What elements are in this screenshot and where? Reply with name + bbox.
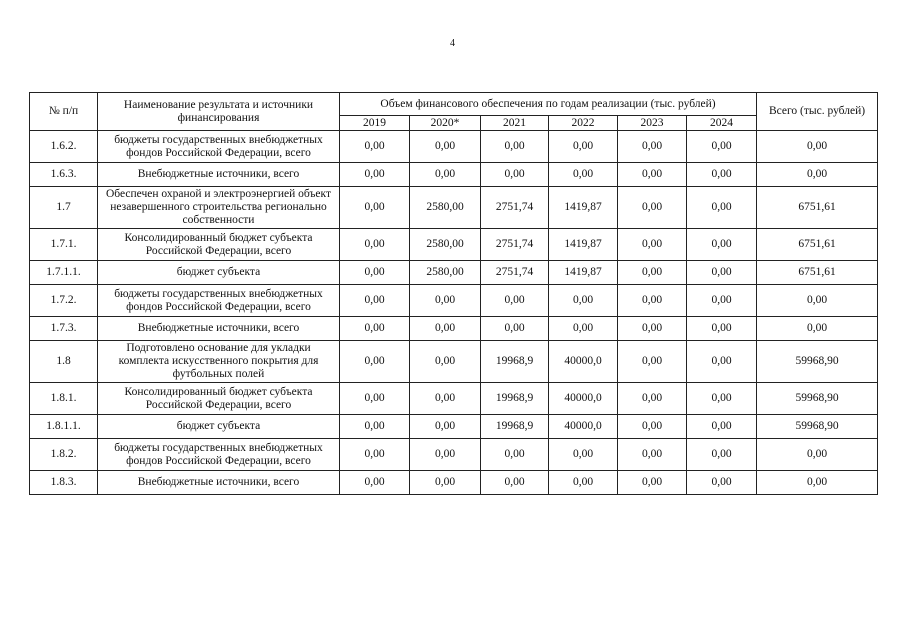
row-value: 0,00: [618, 317, 687, 341]
table-row: [30, 317, 878, 341]
row-value: 0,00: [410, 163, 481, 187]
row-value: 2751,74: [481, 187, 549, 229]
row-value: 0,00: [687, 341, 757, 383]
row-value: 0,00: [687, 383, 757, 415]
row-value: 0,00: [410, 341, 481, 383]
row-value: 0,00: [340, 383, 410, 415]
table-row: [30, 187, 878, 229]
row-value: 40000,0: [549, 383, 618, 415]
row-value: 0,00: [618, 341, 687, 383]
row-name: бюджет субъекта: [98, 261, 340, 285]
row-name: Консолидированный бюджет субъекта Российской Федерации, всего: [98, 383, 340, 415]
row-value: 0,00: [481, 285, 549, 317]
table-row: [30, 341, 878, 383]
table-row: [30, 415, 878, 439]
row-value: 0,00: [687, 285, 757, 317]
row-value: 19968,9: [481, 341, 549, 383]
header-name: Наименование результата и источники финансирования: [98, 93, 340, 131]
row-number: 1.7.1.1.: [30, 261, 98, 285]
header-year: 2019: [340, 116, 410, 131]
row-value: 1419,87: [549, 229, 618, 261]
row-value: 0,00: [618, 131, 687, 163]
row-number: 1.7.1.: [30, 229, 98, 261]
row-value: 0,00: [410, 471, 481, 495]
row-value: 0,00: [618, 261, 687, 285]
row-value: 0,00: [340, 187, 410, 229]
table-row: [30, 439, 878, 471]
table-row: [30, 229, 878, 261]
row-number: 1.7.2.: [30, 285, 98, 317]
row-value: 0,00: [687, 229, 757, 261]
row-number: 1.6.3.: [30, 163, 98, 187]
row-value: 0,00: [410, 383, 481, 415]
row-value: 0,00: [618, 229, 687, 261]
financing-table: [29, 92, 878, 495]
row-value: 0,00: [410, 415, 481, 439]
row-value: 0,00: [687, 317, 757, 341]
table-row: [30, 383, 878, 415]
row-value: 0,00: [618, 163, 687, 187]
row-value: 40000,0: [549, 341, 618, 383]
row-value: 0,00: [340, 341, 410, 383]
row-total: 0,00: [757, 285, 878, 317]
row-value: 0,00: [340, 439, 410, 471]
table-header: [30, 93, 878, 131]
row-name: Внебюджетные источники, всего: [98, 163, 340, 187]
row-value: 0,00: [687, 187, 757, 229]
row-name: бюджеты государственных внебюджетных фондов Российской Федерации, всего: [98, 439, 340, 471]
row-value: 0,00: [410, 285, 481, 317]
row-total: 0,00: [757, 439, 878, 471]
row-value: 0,00: [481, 471, 549, 495]
row-value: 2751,74: [481, 261, 549, 285]
row-value: 0,00: [618, 415, 687, 439]
header-total: Всего (тыс. рублей): [757, 93, 878, 131]
row-total: 0,00: [757, 471, 878, 495]
row-value: 0,00: [481, 317, 549, 341]
table-row: [30, 261, 878, 285]
row-number: 1.8.2.: [30, 439, 98, 471]
header-year: 2021: [481, 116, 549, 131]
row-total: 59968,90: [757, 341, 878, 383]
header-volume: Объем финансового обеспечения по годам реализации (тыс. рублей): [340, 93, 757, 116]
row-value: 2580,00: [410, 261, 481, 285]
table-row: [30, 131, 878, 163]
page-number: 4: [450, 38, 455, 49]
row-value: 0,00: [549, 285, 618, 317]
row-value: 40000,0: [549, 415, 618, 439]
row-value: 0,00: [410, 317, 481, 341]
row-total: 6751,61: [757, 229, 878, 261]
row-name: Внебюджетные источники, всего: [98, 317, 340, 341]
row-value: 0,00: [549, 439, 618, 471]
row-value: 1419,87: [549, 187, 618, 229]
row-name: Подготовлено основание для укладки комплекта искусственного покрытия для футбольных полей: [98, 341, 340, 383]
row-value: 0,00: [687, 471, 757, 495]
header-year: 2020*: [410, 116, 481, 131]
row-value: 0,00: [340, 317, 410, 341]
row-total: 59968,90: [757, 383, 878, 415]
table-row: [30, 471, 878, 495]
row-value: 0,00: [618, 187, 687, 229]
row-value: 0,00: [687, 261, 757, 285]
row-name: бюджеты государственных внебюджетных фондов Российской Федерации, всего: [98, 285, 340, 317]
row-total: 0,00: [757, 317, 878, 341]
row-value: 0,00: [481, 163, 549, 187]
row-total: 0,00: [757, 131, 878, 163]
row-name: Обеспечен охраной и электроэнергией объект незавершенного строительства регионально собственности: [98, 187, 340, 229]
row-value: 2580,00: [410, 229, 481, 261]
header-year: 2022: [549, 116, 618, 131]
row-name: бюджет субъекта: [98, 415, 340, 439]
row-value: 0,00: [618, 439, 687, 471]
table-body: [30, 131, 878, 495]
row-value: 0,00: [481, 131, 549, 163]
row-value: 0,00: [481, 439, 549, 471]
row-value: 0,00: [340, 229, 410, 261]
row-value: 0,00: [340, 415, 410, 439]
row-total: 6751,61: [757, 187, 878, 229]
row-number: 1.8: [30, 341, 98, 383]
row-value: 0,00: [340, 131, 410, 163]
row-value: 19968,9: [481, 415, 549, 439]
row-value: 0,00: [687, 131, 757, 163]
row-name: бюджеты государственных внебюджетных фондов Российской Федерации, всего: [98, 131, 340, 163]
row-number: 1.7: [30, 187, 98, 229]
row-value: 0,00: [618, 383, 687, 415]
row-value: 0,00: [687, 439, 757, 471]
row-value: 0,00: [340, 261, 410, 285]
row-total: 6751,61: [757, 261, 878, 285]
row-value: 0,00: [618, 471, 687, 495]
row-value: 0,00: [687, 163, 757, 187]
row-value: 0,00: [549, 163, 618, 187]
row-value: 0,00: [618, 285, 687, 317]
row-name: Внебюджетные источники, всего: [98, 471, 340, 495]
row-value: 19968,9: [481, 383, 549, 415]
row-number: 1.7.3.: [30, 317, 98, 341]
header-year: 2024: [687, 116, 757, 131]
row-name: Консолидированный бюджет субъекта Российской Федерации, всего: [98, 229, 340, 261]
row-total: 0,00: [757, 163, 878, 187]
row-value: 0,00: [340, 285, 410, 317]
row-value: 0,00: [410, 439, 481, 471]
row-total: 59968,90: [757, 415, 878, 439]
row-value: 0,00: [549, 131, 618, 163]
header-num: № п/п: [30, 93, 98, 131]
row-value: 0,00: [340, 163, 410, 187]
row-value: 2580,00: [410, 187, 481, 229]
row-value: 0,00: [549, 317, 618, 341]
row-value: 0,00: [549, 471, 618, 495]
row-number: 1.6.2.: [30, 131, 98, 163]
row-value: 0,00: [340, 471, 410, 495]
row-value: 2751,74: [481, 229, 549, 261]
row-number: 1.8.3.: [30, 471, 98, 495]
table-row: [30, 285, 878, 317]
table-row: [30, 163, 878, 187]
row-value: 1419,87: [549, 261, 618, 285]
row-number: 1.8.1.1.: [30, 415, 98, 439]
row-value: 0,00: [687, 415, 757, 439]
header-year: 2023: [618, 116, 687, 131]
row-number: 1.8.1.: [30, 383, 98, 415]
row-value: 0,00: [410, 131, 481, 163]
